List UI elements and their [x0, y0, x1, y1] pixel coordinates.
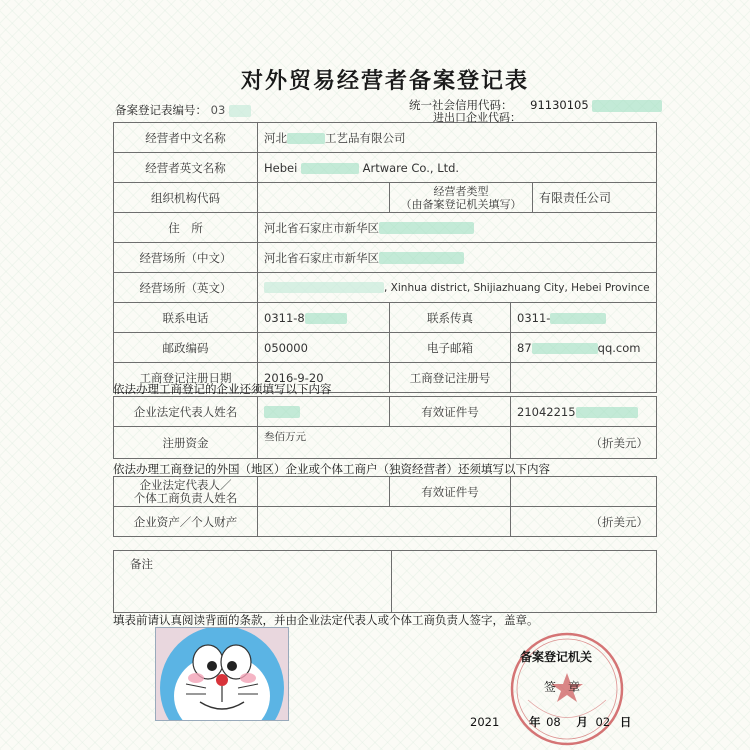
- table-row: [114, 303, 657, 333]
- operator-type-label-line2: （由备案登记机关填写）: [400, 197, 522, 211]
- redaction-blur: [532, 343, 598, 354]
- capital-value: 叁佰万元: [258, 427, 511, 459]
- cartoon-avatar-image: [155, 627, 289, 721]
- table-row: [114, 183, 657, 213]
- capital-label: 注册资金: [114, 427, 258, 459]
- cn-name-part-b: 工艺品有限公司: [325, 130, 406, 145]
- table-row: [114, 397, 657, 427]
- foreign-id-label: 有效证件号: [390, 477, 511, 507]
- assets-value: [258, 507, 511, 537]
- phone-label: 联系电话: [114, 303, 258, 333]
- section-heading-foreign: 依法办理工商登记的外国（地区）企业或个体工商户（独资经营者）还须填写以下内容: [113, 462, 550, 476]
- business-reg-number-value: [511, 363, 657, 393]
- address-text: 河北省石家庄市新华区: [264, 220, 379, 235]
- id-number-text: 21042215: [517, 404, 576, 419]
- business-reg-number-label: 工商登记注册号: [390, 363, 511, 393]
- table-row: [114, 243, 657, 273]
- biz-address-cn-text: 河北省石家庄市新华区: [264, 250, 379, 265]
- foreign-rep-value: [258, 477, 390, 507]
- operator-type-label-line1: 经营者类型: [433, 184, 489, 198]
- document-title: 对外贸易经营者备案登记表: [240, 68, 529, 94]
- biz-address-cn-value: [258, 243, 657, 273]
- en-name-part-a: Hebei: [264, 160, 298, 175]
- date-day-label: 日: [619, 715, 632, 729]
- redaction-blur: [229, 105, 251, 117]
- phone-text: 0311-8: [264, 310, 305, 325]
- issue-date: [470, 714, 631, 730]
- date-year-label: 年: [528, 715, 541, 729]
- cn-name-value: [258, 123, 657, 153]
- fax-value: [511, 303, 657, 333]
- redaction-blur: [592, 100, 662, 112]
- legal-rep-label: 企业法定代表人姓名: [114, 397, 258, 427]
- reg-number-field: [115, 102, 251, 118]
- date-day: 02: [595, 715, 611, 729]
- en-name-part-b: Artware Co., Ltd.: [362, 160, 460, 175]
- address-value: [258, 213, 657, 243]
- redaction-blur: [301, 163, 359, 174]
- email-label: 电子邮箱: [390, 333, 511, 363]
- redaction-blur: [287, 133, 325, 144]
- zip-value: 050000: [258, 333, 390, 363]
- reg-number-label: 备案登记表编号：: [115, 103, 207, 117]
- remarks-value: [392, 551, 657, 613]
- domestic-enterprise-table: [113, 396, 657, 459]
- table-row: [114, 213, 657, 243]
- instruction-note: 填表前请认真阅读背面的条款，并由企业法定代表人或个体工商负责人签字，盖章。: [113, 613, 539, 627]
- reg-date-label: 工商登记注册日期: [114, 363, 258, 393]
- reg-date-value: 2016-9-20: [258, 363, 390, 393]
- email-part-b: qq.com: [597, 340, 641, 355]
- cn-name-part-a: 河北: [264, 130, 287, 145]
- import-export-code-label: 进出口企业代码：: [433, 111, 521, 124]
- biz-address-en-text: , Xinhua district, Shijiazhuang City, Hebei Province: [384, 281, 650, 294]
- phone-value: [258, 303, 390, 333]
- table-row: [114, 551, 657, 613]
- assets-label: 企业资产／个人财产: [114, 507, 258, 537]
- email-value: [511, 333, 657, 363]
- en-name-label: 经营者英文名称: [114, 153, 258, 183]
- date-month-label: 月: [576, 715, 588, 729]
- registration-authority-label: 备案登记机关: [520, 650, 593, 664]
- table-row: [114, 427, 657, 459]
- redaction-blur: [379, 252, 464, 264]
- signature-seal-label: 签 章: [544, 680, 581, 694]
- redaction-blur: [550, 313, 606, 324]
- fax-label: 联系传真: [390, 303, 511, 333]
- org-code-label: 组织机构代码: [114, 183, 258, 213]
- redaction-blur: [264, 406, 300, 418]
- biz-address-en-value: [258, 273, 657, 303]
- capital-unit: （折美元）: [511, 427, 657, 459]
- redaction-blur: [305, 313, 347, 324]
- credit-code-label: 统一社会信用代码：: [409, 98, 513, 112]
- redaction-blur: [379, 222, 474, 234]
- foreign-enterprise-table: [113, 476, 657, 537]
- credit-code-value: 91130105: [530, 98, 589, 112]
- remarks-table: [113, 550, 657, 613]
- foreign-rep-label: [114, 477, 258, 507]
- table-row: [114, 153, 657, 183]
- assets-unit: （折美元）: [511, 507, 657, 537]
- id-number-label: 有效证件号: [390, 397, 511, 427]
- address-label: 住 所: [114, 213, 258, 243]
- date-year: 2021: [470, 715, 500, 729]
- biz-address-cn-label: 经营场所（中文）: [114, 243, 258, 273]
- foreign-rep-label-line2: 个体工商负责人姓名: [133, 490, 238, 505]
- redaction-blur: [576, 407, 638, 418]
- operator-type-label: [390, 183, 533, 213]
- table-row: [114, 507, 657, 537]
- table-row: [114, 273, 657, 303]
- org-code-value: [258, 183, 390, 213]
- zip-label: 邮政编码: [114, 333, 258, 363]
- table-row: [114, 123, 657, 153]
- table-row: [114, 333, 657, 363]
- cn-name-label: 经营者中文名称: [114, 123, 258, 153]
- section-heading-domestic: 依法办理工商登记的企业还须填写以下内容: [113, 382, 332, 396]
- operator-type-value: 有限责任公司: [533, 183, 657, 213]
- remarks-label: 备注: [114, 551, 392, 613]
- id-number-value: [511, 397, 657, 427]
- redaction-blur: [264, 282, 384, 293]
- foreign-id-value: [511, 477, 657, 507]
- legal-rep-value: [258, 397, 390, 427]
- email-part-a: 87: [517, 340, 532, 355]
- registration-table: [113, 122, 657, 393]
- table-row: [114, 477, 657, 507]
- foreign-rep-label-line1: 企业法定代表人／: [139, 477, 232, 492]
- biz-address-en-label: 经营场所（英文）: [114, 273, 258, 303]
- fax-text: 0311-: [517, 310, 551, 325]
- date-month: 08: [546, 715, 561, 729]
- cartoon-face-icon: [156, 628, 288, 720]
- reg-number-value: 03: [210, 103, 226, 117]
- en-name-value: [258, 153, 657, 183]
